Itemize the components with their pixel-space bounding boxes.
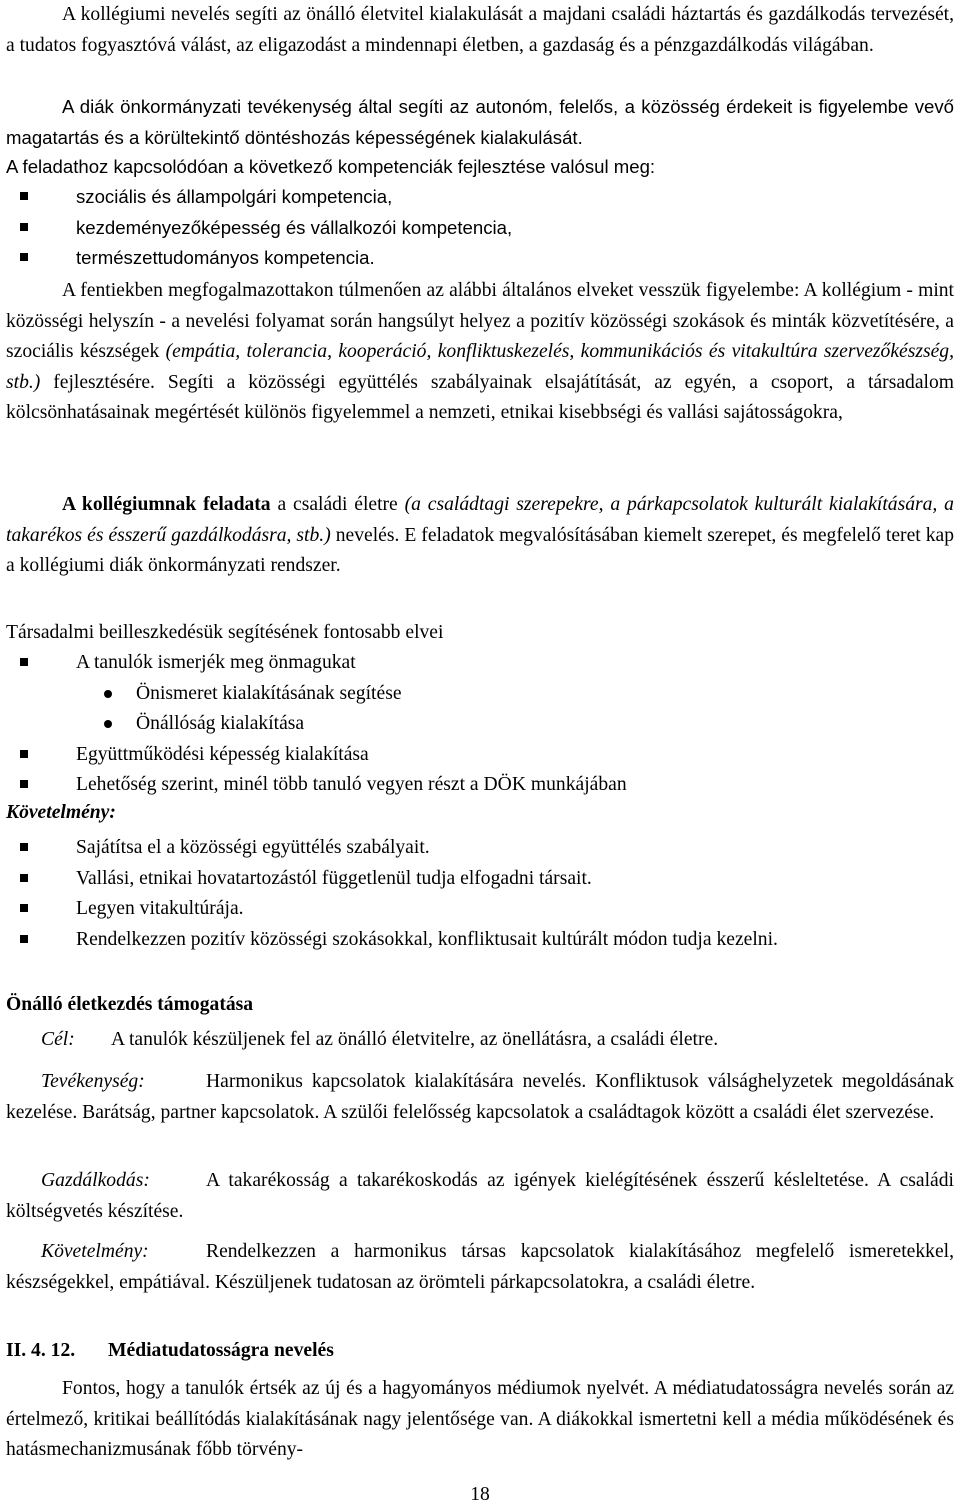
list-item: Sajátítsa el a közösségi együttélés szabályait. [6, 833, 954, 864]
general-principles-paragraph: A fentiekben megfogalmazottakon túlmenően az alábbi általános elveket vesszük figyelembe: A kollégium - mint közösségi helyszín - a nevelési folyamat során hangsúlyt helyez a pozitív közösségi szokások és minták közvetítésére, a szociális készségek (empátia, tolerancia, kooperáció, konfliktuskezelés, kommunikációs és vitakultúra szervezőkészség, stb.) fejlesztésére. Segíti a közösségi együttélés szabályainak elsajátítását, az egyén, a csoport, a társadalom kölcsönhatásainak megértését különös figyelemmel a nemzeti, etnikai kisebbségi és vallási sajátosságokra, [6, 280, 955, 423]
requirement-heading: Követelmény: [6, 802, 116, 823]
kovetelmeny-paragraph: Követelmény: Rendelkezzen a harmonikus társas kapcsolatok kialakításához megfelelő ismeretekkel, készségekkel, empátiával. Készüljenek tudatosan az örömteli párkapcsolatokra, a családi életre. [6, 1237, 954, 1298]
sub-list-item: Önállóság kialakítása [6, 709, 954, 740]
intro-paragraph: A kollégiumi nevelés segíti az önálló életvitel kialakulását a majdani családi háztartás és gazdálkodás tervezését, a tudatos fogyasztóvá válást, az eligazodást a mindennapi életben, a gazdaság és a pénzgazdálkodás világában. [6, 4, 954, 56]
gazdalkodas-paragraph: Gazdálkodás: A takarékosság a takarékoskodás az igények kielégítésének ésszerű késleltetése. A családi költségvetés készítése. [6, 1166, 954, 1227]
square-bullet-icon [20, 192, 28, 200]
list-item: Lehetőség szerint, minél több tanuló vegyen részt a DÖK munkájában [6, 770, 954, 801]
tevekenyseg-label: Tevékenység: [41, 1071, 145, 1092]
list-item: Vallási, etnikai hovatartozástól függetlenül tudja elfogadni társait. [6, 864, 954, 895]
principles-list [6, 648, 954, 801]
square-bullet-icon [20, 253, 28, 261]
square-bullet-icon [20, 874, 28, 882]
student-government-paragraph: A diák önkormányzati tevékenység által segíti az autonóm, felelős, a közösség érdekeit is figyelembe vevő magatartás és a körültekintő döntéshozás képességének kialakulását. [6, 96, 954, 148]
cel-paragraph: Cél: A tanulók készüljenek fel az önálló életvitelre, az önellátásra, a családi életre. [41, 1025, 954, 1056]
kovetelmeny-label: Követelmény: [41, 1241, 149, 1262]
list-item: szociális és állampolgári kompetencia, [6, 182, 954, 213]
gazdalkodas-label: Gazdálkodás: [41, 1170, 150, 1191]
sub-list-item: Önismeret kialakításának segítése [6, 679, 954, 710]
tevekenyseg-paragraph: Tevékenység: Harmonikus kapcsolatok kialakítására nevelés. Konfliktusok válsághelyzetek megoldásának kezelése. Barátság, partner kapcsolatok. A szülői felelősség kapcsolatok a családtagok között a családi élet szervezése. [6, 1067, 954, 1128]
square-bullet-icon [20, 223, 28, 231]
square-bullet-icon [20, 904, 28, 912]
list-item: Együttműködési képesség kialakítása [6, 740, 954, 771]
list-item: Rendelkezzen pozitív közösségi szokásokkal, konfliktusait kultúrált módon tudja kezelni. [6, 925, 954, 956]
media-section-number: II. 4. 12. [6, 1340, 76, 1361]
requirements-list [6, 833, 954, 955]
square-bullet-icon [20, 935, 28, 943]
list-item: Legyen vitakultúrája. [6, 894, 954, 925]
list-item: A tanulók ismerjék meg önmagukat [6, 648, 954, 679]
list-item: természettudományos kompetencia. [6, 243, 954, 274]
principles-title: Társadalmi beilleszkedésük segítésének fontosabb elvei [6, 622, 444, 643]
media-paragraph: Fontos, hogy a tanulók értsék az új és a hagyományos médiumok nyelvét. A médiatudatosságra nevelés során az értelmező, kritikai beállítódás kialakításának nagy jelentősége van. A diákokkal ismertetni kell a média működésének és hatásmechanizmusának főbb törvény- [6, 1378, 954, 1460]
square-bullet-icon [20, 843, 28, 851]
square-bullet-icon [20, 750, 28, 758]
competencies-intro: A feladathoz kapcsolódóan a következő kompetenciák fejlesztése valósul meg: [6, 156, 656, 177]
list-item: kezdeményezőképesség és vállalkozói kompetencia, [6, 213, 954, 244]
page-number: 18 [470, 1484, 490, 1505]
family-life-paragraph: A kollégiumnak feladata a családi életre (a családtagi szerepekre, a párkapcsolatok kulturált kialakítására, a takarékos és ésszerű gazdálkodásra, stb.) nevelés. E feladatok megvalósításában kiemelt szerepet, és megfelelő teret kap a kollégiumi diák önkormányzati rendszer. [6, 494, 954, 576]
round-bullet-icon [104, 690, 112, 698]
media-section-title: Médiatudatosságra nevelés [108, 1340, 334, 1361]
cel-label: Cél: [41, 1029, 75, 1050]
square-bullet-icon [20, 658, 28, 666]
section-title: Önálló életkezdés támogatása [6, 994, 254, 1015]
competencies-list [6, 182, 954, 274]
square-bullet-icon [20, 780, 28, 788]
media-heading [6, 1336, 954, 1367]
round-bullet-icon [104, 720, 112, 728]
